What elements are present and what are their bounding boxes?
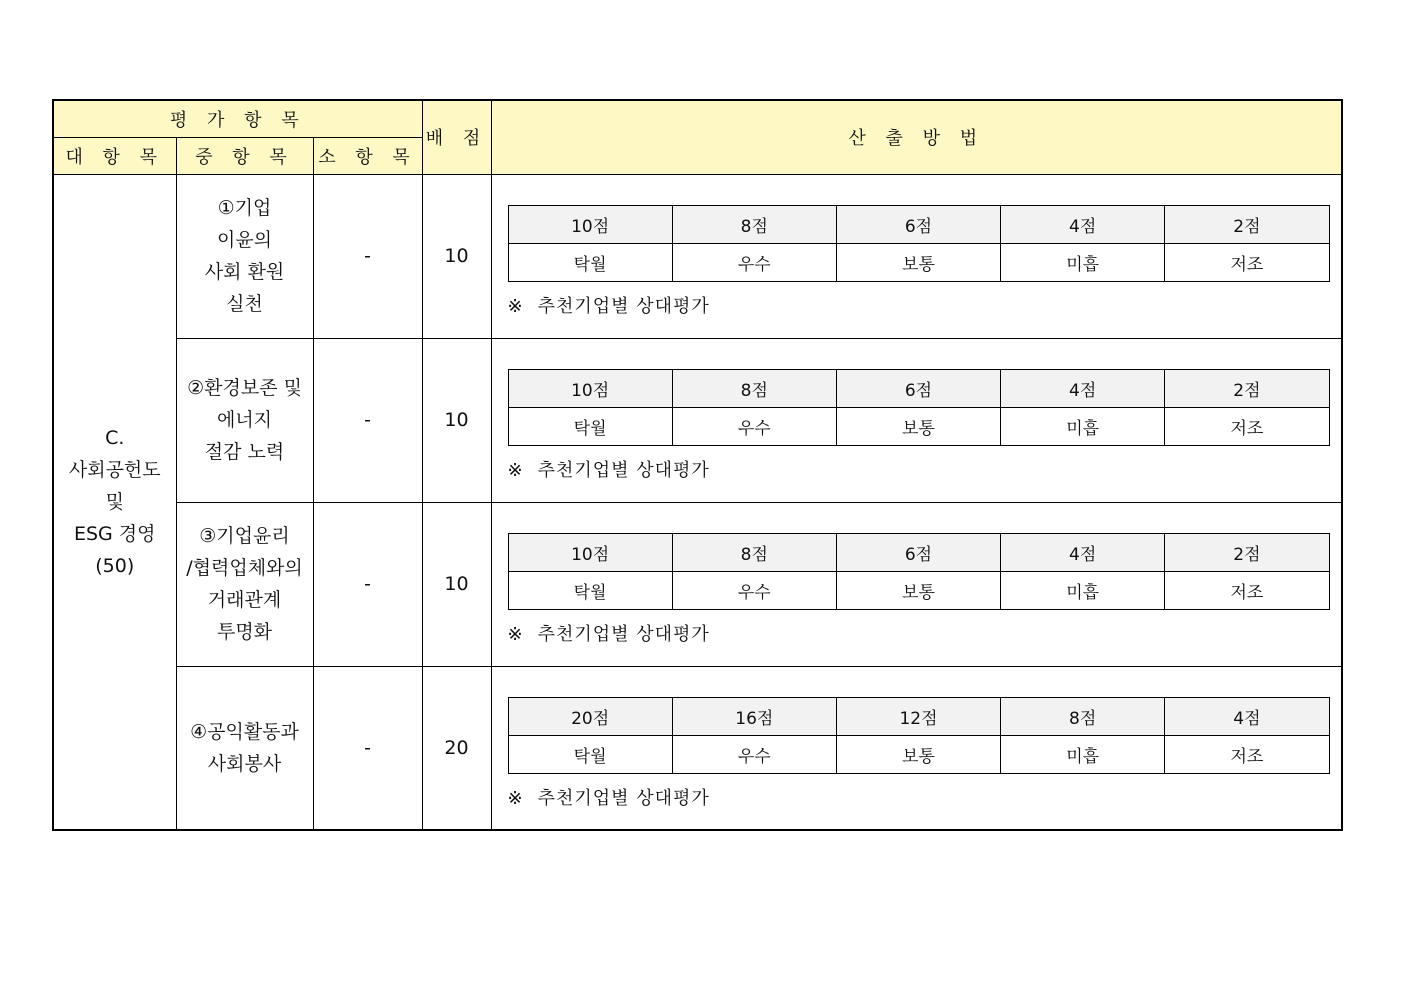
score-cell: 10점 [508,205,672,243]
note-text: 추천기업별 상대평가 [537,623,710,645]
grade-cell: 우수 [672,571,836,609]
method-note [508,784,1331,810]
middle-item-line: 실천 [226,293,263,315]
score-cell: 8점 [672,205,836,243]
grade-cell: 미흡 [1001,243,1165,281]
score-grid [508,369,1330,446]
middle-item-line: 에너지 [216,409,273,431]
minor-item-cell: - [313,174,422,338]
category-line: (50) [95,554,135,577]
score-cell: 10점 [508,533,672,571]
score-cell: 10점 [508,369,672,407]
middle-item-line: 투명화 [216,621,273,643]
middle-item-line: 사회 환원 [204,261,285,283]
method-note [508,620,1331,646]
category-line: C. [105,426,125,449]
grade-cell: 탁월 [508,735,672,773]
grade-cell: 미흡 [1001,407,1165,445]
header-major-item: 대 항 목 [53,137,176,174]
score-cell: 6점 [836,369,1000,407]
note-text: 추천기업별 상대평가 [537,787,710,809]
minor-item-cell: - [313,502,422,666]
middle-item-cell [176,502,313,666]
score-cell: 6점 [836,533,1000,571]
note-mark: ※ [507,295,524,317]
points-cell: 10 [422,502,491,666]
table-row [53,174,1342,338]
grade-cell: 보통 [836,735,1000,773]
grade-cell: 탁월 [508,243,672,281]
points-cell: 10 [422,174,491,338]
major-category-cell [53,174,176,830]
score-cell: 4점 [1001,369,1165,407]
grade-cell: 보통 [836,571,1000,609]
grade-cell: 보통 [836,407,1000,445]
middle-item-line: ③기업윤리 [199,525,290,547]
score-grid [508,697,1330,774]
score-cell: 4점 [1001,205,1165,243]
grade-cell: 우수 [672,735,836,773]
middle-item-line: 이윤의 [216,229,273,251]
score-cell: 16점 [672,697,836,735]
note-mark: ※ [507,459,524,481]
grade-cell: 우수 [672,243,836,281]
minor-item-cell: - [313,666,422,830]
score-grid [508,533,1330,610]
middle-item-cell [176,174,313,338]
score-cell: 2점 [1165,205,1329,243]
score-cell: 8점 [1001,697,1165,735]
method-note [508,292,1331,318]
score-grid [508,205,1330,282]
middle-item-line: 절감 노력 [204,441,285,463]
evaluation-table [52,99,1343,831]
score-cell: 2점 [1165,533,1329,571]
middle-item-cell [176,338,313,502]
middle-item-line: ④공익활동과 [190,720,299,743]
score-cell: 4점 [1001,533,1165,571]
middle-item-line: ①기업 [217,197,272,219]
grade-cell: 탁월 [508,407,672,445]
score-cell: 2점 [1165,369,1329,407]
note-text: 추천기업별 상대평가 [537,295,710,317]
grade-cell: 미흡 [1001,735,1165,773]
category-line: ESG 경영 [73,522,156,545]
middle-item-cell [176,666,313,830]
category-line: 및 [105,490,124,513]
grade-cell: 우수 [672,407,836,445]
method-cell [491,174,1342,338]
table-row [53,502,1342,666]
points-cell: 20 [422,666,491,830]
grade-cell: 미흡 [1001,571,1165,609]
points-cell: 10 [422,338,491,502]
score-cell: 8점 [672,533,836,571]
middle-item-line: ②환경보존 및 [187,377,302,399]
method-note [508,456,1331,482]
category-line: 사회공헌도 [68,458,161,481]
header-evaluation-items: 평 가 항 목 [53,100,422,137]
grade-cell: 저조 [1165,407,1329,445]
note-mark: ※ [507,623,524,645]
minor-item-cell: - [313,338,422,502]
note-text: 추천기업별 상대평가 [537,459,710,481]
header-method: 산 출 방 법 [491,100,1342,174]
score-cell: 12점 [836,697,1000,735]
method-cell [491,338,1342,502]
score-cell: 8점 [672,369,836,407]
grade-cell: 저조 [1165,571,1329,609]
middle-item-line: /협력업체와의 [186,557,303,579]
grade-cell: 저조 [1165,735,1329,773]
header-minor-item: 소 항 목 [313,137,422,174]
table-row [53,338,1342,502]
method-cell [491,502,1342,666]
grade-cell: 보통 [836,243,1000,281]
header-points: 배 점 [422,100,491,174]
score-cell: 20점 [508,697,672,735]
grade-cell: 탁월 [508,571,672,609]
middle-item-line: 사회봉사 [207,752,282,775]
middle-item-line: 거래관계 [207,589,282,611]
grade-cell: 저조 [1165,243,1329,281]
table-row [53,666,1342,830]
header-middle-item: 중 항 목 [176,137,313,174]
score-cell: 4점 [1165,697,1329,735]
method-cell [491,666,1342,830]
score-cell: 6점 [836,205,1000,243]
note-mark: ※ [507,787,524,809]
